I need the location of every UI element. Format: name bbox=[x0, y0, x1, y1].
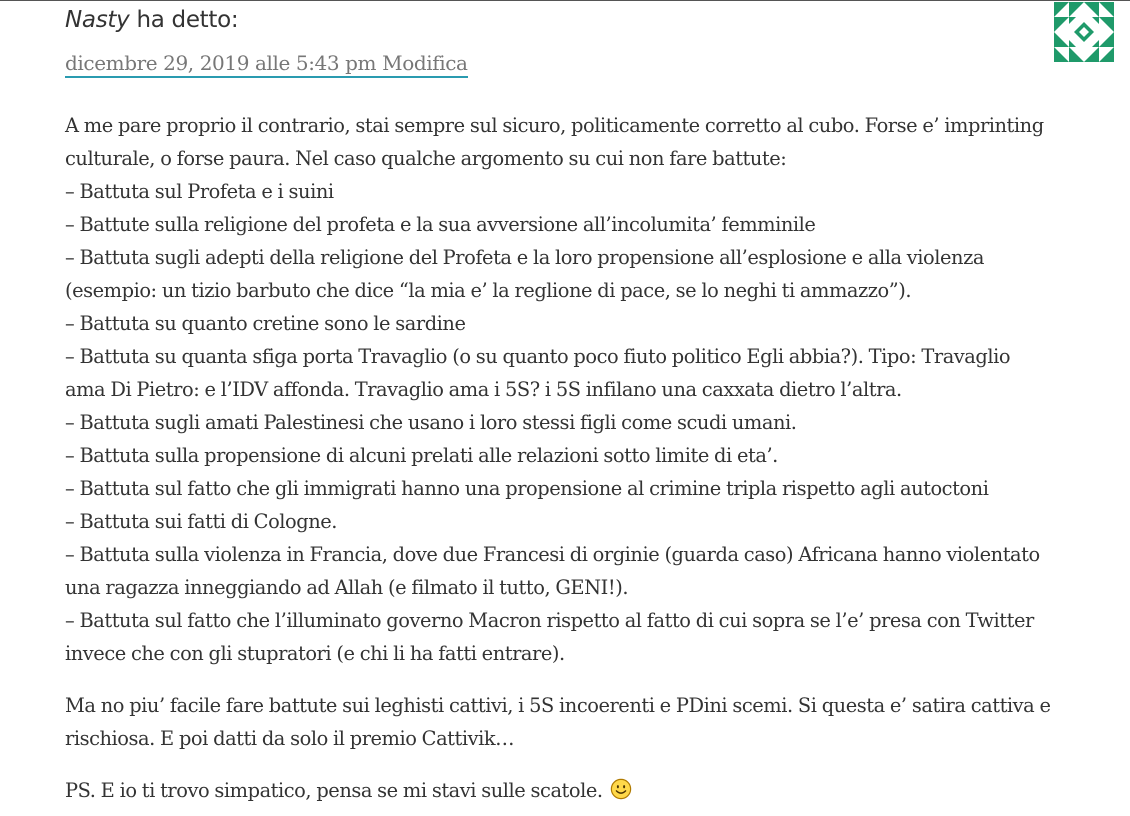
smiley-face bbox=[611, 779, 630, 798]
comment-line-text: – Battuta sui fatti di Cologne. bbox=[65, 510, 338, 533]
comment-line bbox=[65, 604, 1125, 637]
comment-line-text: (esempio: un tizio barbuto che dice “la mia e’ la reglione di pace, se lo neghi ti ammazzo”). bbox=[65, 279, 912, 302]
comment-line-text: – Battuta su quanto cretine sono le sardine bbox=[65, 312, 466, 335]
comment-paragraph bbox=[65, 689, 1125, 755]
comment-line-text: culturale, o forse paura. Nel caso qualche argomento su cui non fare battute: bbox=[65, 147, 787, 170]
comment-line bbox=[65, 689, 1125, 722]
comment-line bbox=[65, 439, 1125, 472]
comment-line bbox=[65, 340, 1125, 373]
comment-line bbox=[65, 505, 1125, 538]
smiley-eye bbox=[617, 785, 619, 788]
comment-line bbox=[65, 373, 1125, 406]
comment-edit-link[interactable]: Modifica bbox=[382, 51, 468, 75]
comment-line bbox=[65, 109, 1125, 142]
comment-line-text: – Battuta sulla propensione di alcuni prelati alle relazioni sotto limite di eta’. bbox=[65, 444, 778, 467]
comment-line-text: – Battute sulla religione del profeta e la sua avversione all’incolumita’ femminile bbox=[65, 213, 816, 236]
comment-line-text: invece che con gli stupratori (e chi li ha fatti entrare). bbox=[65, 642, 565, 665]
comment-says-label: ha detto: bbox=[136, 7, 239, 33]
comment-author-line bbox=[65, 7, 238, 33]
comment-line bbox=[65, 175, 1125, 208]
comment-line bbox=[65, 241, 1125, 274]
comment-author-name[interactable]: Nasty bbox=[65, 7, 130, 33]
comment-line-text: – Battuta sul fatto che gli immigrati hanno una propensione al crimine tripla rispetto agli autoctoni bbox=[65, 477, 989, 500]
smiley-icon bbox=[610, 778, 632, 800]
comment-line bbox=[65, 307, 1125, 340]
comment-line bbox=[65, 637, 1125, 670]
comment-line-text: – Battuta sul Profeta e i suini bbox=[65, 180, 334, 203]
comment-line-text: – Battuta sulla violenza in Francia, dove due Francesi di orginie (guarda caso) Africana hanno violentato bbox=[65, 543, 1040, 566]
comment-line-text: PS. E io ti trovo simpatico, pensa se mi stavi sulle scatole. bbox=[65, 779, 603, 802]
comment-line bbox=[65, 142, 1125, 175]
comment-meta-link[interactable] bbox=[65, 51, 468, 78]
comment-line bbox=[65, 274, 1125, 307]
comment-line bbox=[65, 406, 1125, 439]
comment-line-text: Ma no piu’ facile fare battute sui leghisti cattivi, i 5S incoerenti e PDini scemi. Si questa e’ satira cattiva e bbox=[65, 694, 1051, 717]
comment-line bbox=[65, 538, 1125, 571]
comment-line bbox=[65, 208, 1125, 241]
comment-line-text: – Battuta su quanta sfiga porta Travaglio (o su quanto poco fiuto politico Egli abbia?). Tipo: Travaglio bbox=[65, 345, 1011, 368]
smiley-eye bbox=[623, 785, 625, 788]
comment-line-text: una ragazza inneggiando ad Allah (e filmato il tutto, GENI!). bbox=[65, 576, 629, 599]
comment-paragraph bbox=[65, 774, 1125, 807]
comment-line bbox=[65, 571, 1125, 604]
comment-line bbox=[65, 472, 1125, 505]
comment-content bbox=[65, 109, 1125, 816]
comment-line-text: A me pare proprio il contrario, stai sempre sul sicuro, politicamente corretto al cubo. Forse e’ imprinting bbox=[65, 114, 1044, 137]
comment-line-text: ama Di Pietro: e l’IDV affonda. Travaglio ama i 5S? i 5S infilano una caxxata dietro l’altra. bbox=[65, 378, 902, 401]
comment-paragraph bbox=[65, 109, 1125, 670]
comment-line-text: rischiosa. E poi datti da solo il premio Cattivik… bbox=[65, 727, 515, 750]
comment-line-text: – Battuta sugli adepti della religione del Profeta e la loro propensione all’esplosione e alla violenza bbox=[65, 246, 984, 269]
comment-line-text: – Battuta sugli amati Palestinesi che usano i loro stessi figli come scudi umani. bbox=[65, 411, 797, 434]
comment-line bbox=[65, 774, 1125, 807]
comment-date-link[interactable]: dicembre 29, 2019 alle 5:43 pm bbox=[65, 51, 377, 75]
comment-line bbox=[65, 722, 1125, 755]
comment-line-text: – Battuta sul fatto che l’illuminato governo Macron rispetto al fatto di cui sopra se l’e’ presa con Twitter bbox=[65, 609, 1034, 632]
avatar[interactable] bbox=[1054, 2, 1114, 62]
